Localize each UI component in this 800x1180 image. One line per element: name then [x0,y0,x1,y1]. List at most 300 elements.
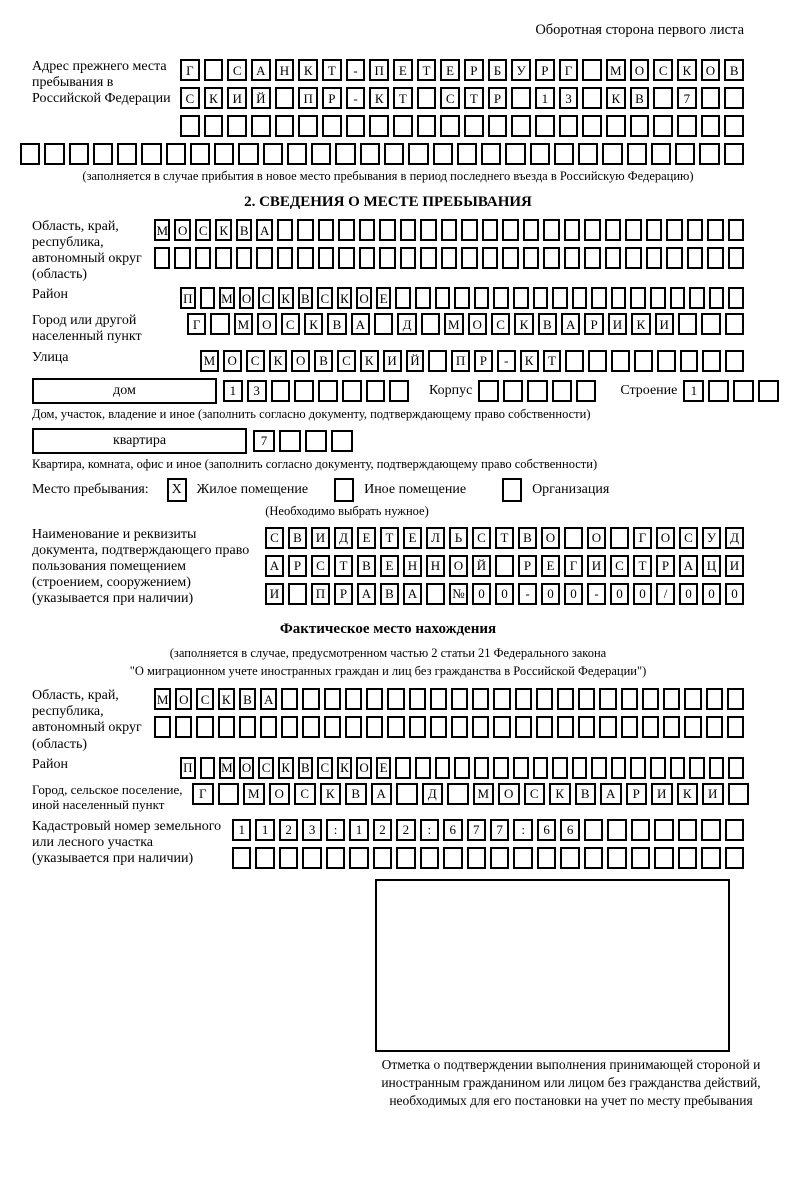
char-cell [215,247,231,269]
char-cell [707,219,723,241]
char-cell [610,527,629,549]
confirmation-stamp-box [375,879,730,1052]
char-cell: А [357,583,376,605]
char-cell: С [653,59,673,81]
char-cell: : [326,819,345,841]
char-cell [294,380,314,402]
char-cell: 7 [677,87,697,109]
checkbox-organization [502,478,522,502]
char-cell [584,847,603,869]
char-cell [409,716,426,738]
char-cell: В [538,313,557,335]
char-cell [415,757,431,779]
char-cell [384,143,404,165]
street-row [200,350,744,372]
char-cell [678,819,697,841]
street-field [32,350,744,372]
char-cell [663,688,680,710]
char-cell: Р [518,555,537,577]
char-cell: В [236,219,252,241]
char-cell [513,847,532,869]
char-cell [302,688,319,710]
char-cell [374,313,393,335]
char-cell [395,287,411,309]
char-cell [342,380,362,402]
char-cell: Р [584,313,603,335]
char-cell: А [371,783,393,805]
char-cell: П [180,757,196,779]
char-cell [535,115,555,137]
char-cell: О [174,219,190,241]
char-cell: / [656,583,675,605]
char-cell: Т [417,59,437,81]
char-cell [227,115,247,137]
char-cell: С [294,783,316,805]
char-cell: О [223,350,242,372]
char-cell [680,350,699,372]
char-cell: Р [656,555,675,577]
char-cell: Р [322,87,342,109]
char-cell [706,716,723,738]
char-cell: К [218,688,235,710]
char-cell [559,115,579,137]
char-cell: 3 [247,380,267,402]
char-cell: В [575,783,597,805]
char-cell: Р [464,59,484,81]
char-cell [709,757,725,779]
char-cell [387,688,404,710]
char-cell: О [239,757,255,779]
char-cell [495,555,514,577]
char-cell: 0 [610,583,629,605]
district-field [32,287,744,309]
char-cell: А [561,313,580,335]
char-cell [527,380,547,402]
char-cell: С [196,688,213,710]
char-cell [457,143,477,165]
char-cell: В [314,350,333,372]
city-row [187,313,744,335]
section2-title: 2. СВЕДЕНИЯ О МЕСТЕ ПРЕБЫВАНИЯ [244,194,532,210]
char-cell [523,247,539,269]
char-cell [44,143,64,165]
char-cell: И [702,783,724,805]
char-cell: К [606,87,626,109]
char-cell: М [243,783,265,805]
char-cell: 1 [255,819,274,841]
char-cell [646,247,662,269]
char-cell: Р [488,87,508,109]
char-cell: С [180,87,200,109]
char-cell: К [337,757,353,779]
char-cell [536,716,553,738]
char-cell: Т [380,527,399,549]
char-cell [651,143,671,165]
char-cell: К [369,87,389,109]
char-cell [400,219,416,241]
char-cell: Г [180,59,200,81]
char-cell [560,847,579,869]
document-row-1 [265,527,744,549]
char-cell: О [356,287,372,309]
char-cell [584,819,603,841]
char-cell [318,219,334,241]
char-cell [447,783,469,805]
actual-location-caption-line1: (заполняется в случае, предусмотренном частью 2 статьи 21 Федерального закона [169,646,607,661]
char-cell [441,219,457,241]
char-cell [451,688,468,710]
char-cell: И [265,583,284,605]
char-cell [238,143,258,165]
char-cell [428,350,447,372]
char-cell [141,143,161,165]
char-cell [582,87,602,109]
char-cell [288,583,307,605]
char-cell [174,247,190,269]
char-cell [725,847,744,869]
char-cell [451,716,468,738]
char-cell [218,783,240,805]
char-cell [503,380,523,402]
char-cell: В [298,757,314,779]
char-cell: 0 [633,583,652,605]
char-cell [324,688,341,710]
char-cell [326,847,345,869]
char-cell: К [278,287,294,309]
char-cell [606,115,626,137]
char-cell: В [518,527,537,549]
apartment-label-box [32,428,247,454]
char-cell: Р [535,59,555,81]
char-cell [654,819,673,841]
actual-city-field [32,783,744,813]
char-cell [733,380,754,402]
checkbox-other-premises [334,478,354,502]
char-cell [552,287,568,309]
char-cell [543,219,559,241]
char-cell [591,287,607,309]
char-cell [523,219,539,241]
char-cell [607,847,626,869]
char-cell: К [631,313,650,335]
char-cell [552,380,572,402]
char-cell [505,143,525,165]
char-cell: С [491,313,510,335]
char-cell [584,219,600,241]
char-cell [400,247,416,269]
char-cell: К [320,783,342,805]
char-cell: К [204,87,224,109]
char-cell: № [449,583,468,605]
char-cell [271,380,291,402]
char-cell [338,247,354,269]
char-cell [666,247,682,269]
char-cell: С [265,527,284,549]
char-cell [670,757,686,779]
char-cell [708,380,729,402]
char-cell: О [449,555,468,577]
char-cell [678,847,697,869]
char-cell [728,247,744,269]
char-cell [642,688,659,710]
char-cell [93,143,113,165]
char-cell: С [311,555,330,577]
char-cell: 0 [472,583,491,605]
char-cell [605,247,621,269]
city-label: Город или другой населенный пункт [32,313,142,345]
char-cell [346,115,366,137]
char-cell: И [587,555,606,577]
cadastre-row-1 [232,819,744,841]
char-cell: К [677,783,699,805]
stay-type-field [32,478,744,502]
char-cell [360,143,380,165]
char-cell: К [269,350,288,372]
apartment-field [32,428,744,454]
stay-type-note: (Необходимо выбрать нужное) [265,503,429,518]
char-cell [701,819,720,841]
char-cell [513,287,529,309]
char-cell: Е [393,59,413,81]
char-cell [297,247,313,269]
char-cell: К [215,219,231,241]
char-cell [417,87,437,109]
char-cell: 0 [725,583,744,605]
char-cell [701,313,720,335]
char-cell [359,219,375,241]
char-cell [204,59,224,81]
char-cell: П [369,59,389,81]
stroenie-label: Строение [620,382,678,398]
char-cell [260,716,277,738]
char-cell: С [258,757,274,779]
char-cell [653,87,673,109]
korpus-label: Корпус [429,382,473,398]
char-cell [602,143,622,165]
actual-location-caption [32,644,744,680]
char-cell: Т [322,59,342,81]
char-cell: А [600,783,622,805]
char-cell [236,247,252,269]
header-note: Оборотная сторона первого листа [535,22,744,38]
char-cell [387,716,404,738]
cadastre-field [32,819,744,869]
actual-city-label: Город, сельское поселение, иной населенный пункт [32,781,183,812]
char-cell [461,219,477,241]
char-cell: 0 [702,583,721,605]
char-cell [281,688,298,710]
char-cell [454,757,470,779]
char-cell: К [520,350,539,372]
char-cell: Е [376,757,392,779]
char-cell [511,87,531,109]
char-cell [701,847,720,869]
char-cell: О [701,59,721,81]
char-cell: В [630,87,650,109]
char-cell: В [298,287,314,309]
char-cell [634,350,653,372]
char-cell: 1 [535,87,555,109]
char-cell [578,688,595,710]
char-cell [702,350,721,372]
char-cell: 6 [560,819,579,841]
char-cell: В [327,313,346,335]
char-cell: Е [403,527,422,549]
char-cell [345,688,362,710]
prev-address-caption: (заполняется в случае прибытия в новое место пребывания в период последнего въезда в Российскую Федерацию) [82,169,694,183]
char-cell: Н [403,555,422,577]
char-cell [725,819,744,841]
actual-region-row-1 [154,688,744,710]
char-cell: О [541,527,560,549]
char-cell: К [304,313,323,335]
char-cell [653,115,673,137]
char-cell [435,287,451,309]
char-cell [214,143,234,165]
char-cell [200,757,216,779]
char-cell [461,247,477,269]
char-cell: Й [472,555,491,577]
char-cell [557,688,574,710]
char-cell [605,219,621,241]
char-cell: К [278,757,294,779]
char-cell [621,688,638,710]
char-cell: М [606,59,626,81]
char-cell [701,87,721,109]
char-cell [175,716,192,738]
city-field [32,313,744,345]
char-cell [417,115,437,137]
char-cell [421,313,440,335]
char-cell [727,688,744,710]
char-cell: 7 [490,819,509,841]
char-cell: Г [192,783,214,805]
char-cell [415,287,431,309]
char-cell [511,115,531,137]
actual-district-label: Район [32,756,68,772]
char-cell [490,847,509,869]
char-cell: О [257,313,276,335]
char-cell [631,819,650,841]
char-cell [621,716,638,738]
char-cell: Д [397,313,416,335]
char-cell: О [291,350,310,372]
option-other-premises-label: Иное помещение [364,481,467,497]
char-cell [251,115,271,137]
char-cell: И [655,313,674,335]
char-cell: : [420,819,439,841]
house-label: дом [113,382,136,398]
char-cell: П [180,287,196,309]
char-cell: 6 [443,819,462,841]
char-cell: С [472,527,491,549]
house-number-row [223,380,409,402]
char-cell: И [227,87,247,109]
char-cell: 1 [349,819,368,841]
document-row-2 [265,555,744,577]
char-cell [263,143,283,165]
char-cell: Г [187,313,206,335]
char-cell: К [514,313,533,335]
char-cell [218,716,235,738]
char-cell [305,430,327,452]
char-cell [318,247,334,269]
char-cell [359,247,375,269]
char-cell: С [281,313,300,335]
char-cell [727,716,744,738]
char-cell: В [380,583,399,605]
char-cell: Й [251,87,271,109]
char-cell: М [219,287,235,309]
char-cell [515,688,532,710]
char-cell: В [288,527,307,549]
char-cell [687,247,703,269]
char-cell [582,59,602,81]
char-cell [684,688,701,710]
char-cell: 3 [559,87,579,109]
char-cell [537,847,556,869]
district-label: Район [32,287,68,303]
char-cell: 0 [541,583,560,605]
char-cell [396,783,418,805]
char-cell: : [513,819,532,841]
char-cell: Т [633,555,652,577]
char-cell [474,287,490,309]
char-cell [666,219,682,241]
char-cell: О [498,783,520,805]
region-row-1 [154,219,744,241]
char-cell [166,143,186,165]
char-cell [441,247,457,269]
char-cell [435,757,451,779]
char-cell: М [200,350,219,372]
char-cell [482,247,498,269]
char-cell: К [337,287,353,309]
char-cell: О [587,527,606,549]
char-cell [331,430,353,452]
char-cell: И [608,313,627,335]
char-cell [373,847,392,869]
char-cell [298,115,318,137]
char-cell [322,115,342,137]
char-cell: М [444,313,463,335]
char-cell: Й [406,350,425,372]
option-residential-label: Жилое помещение [196,481,309,497]
char-cell [607,819,626,841]
char-cell: А [260,688,277,710]
char-cell: Л [426,527,445,549]
char-cell [430,716,447,738]
char-cell [725,350,744,372]
char-cell [706,688,723,710]
char-cell [335,143,355,165]
char-cell: Д [422,783,444,805]
char-cell: Т [334,555,353,577]
region-field [32,219,744,283]
char-cell [279,847,298,869]
char-cell: И [725,555,744,577]
prev-address-label: Адрес прежнего места пребывания в Российской Федерации [32,59,171,107]
char-cell [478,380,498,402]
char-cell [657,350,676,372]
char-cell: - [587,583,606,605]
char-cell [210,313,229,335]
char-cell [564,527,583,549]
cadastre-row-2 [232,847,744,869]
char-cell: С [440,87,460,109]
char-cell [536,688,553,710]
char-cell: П [451,350,470,372]
